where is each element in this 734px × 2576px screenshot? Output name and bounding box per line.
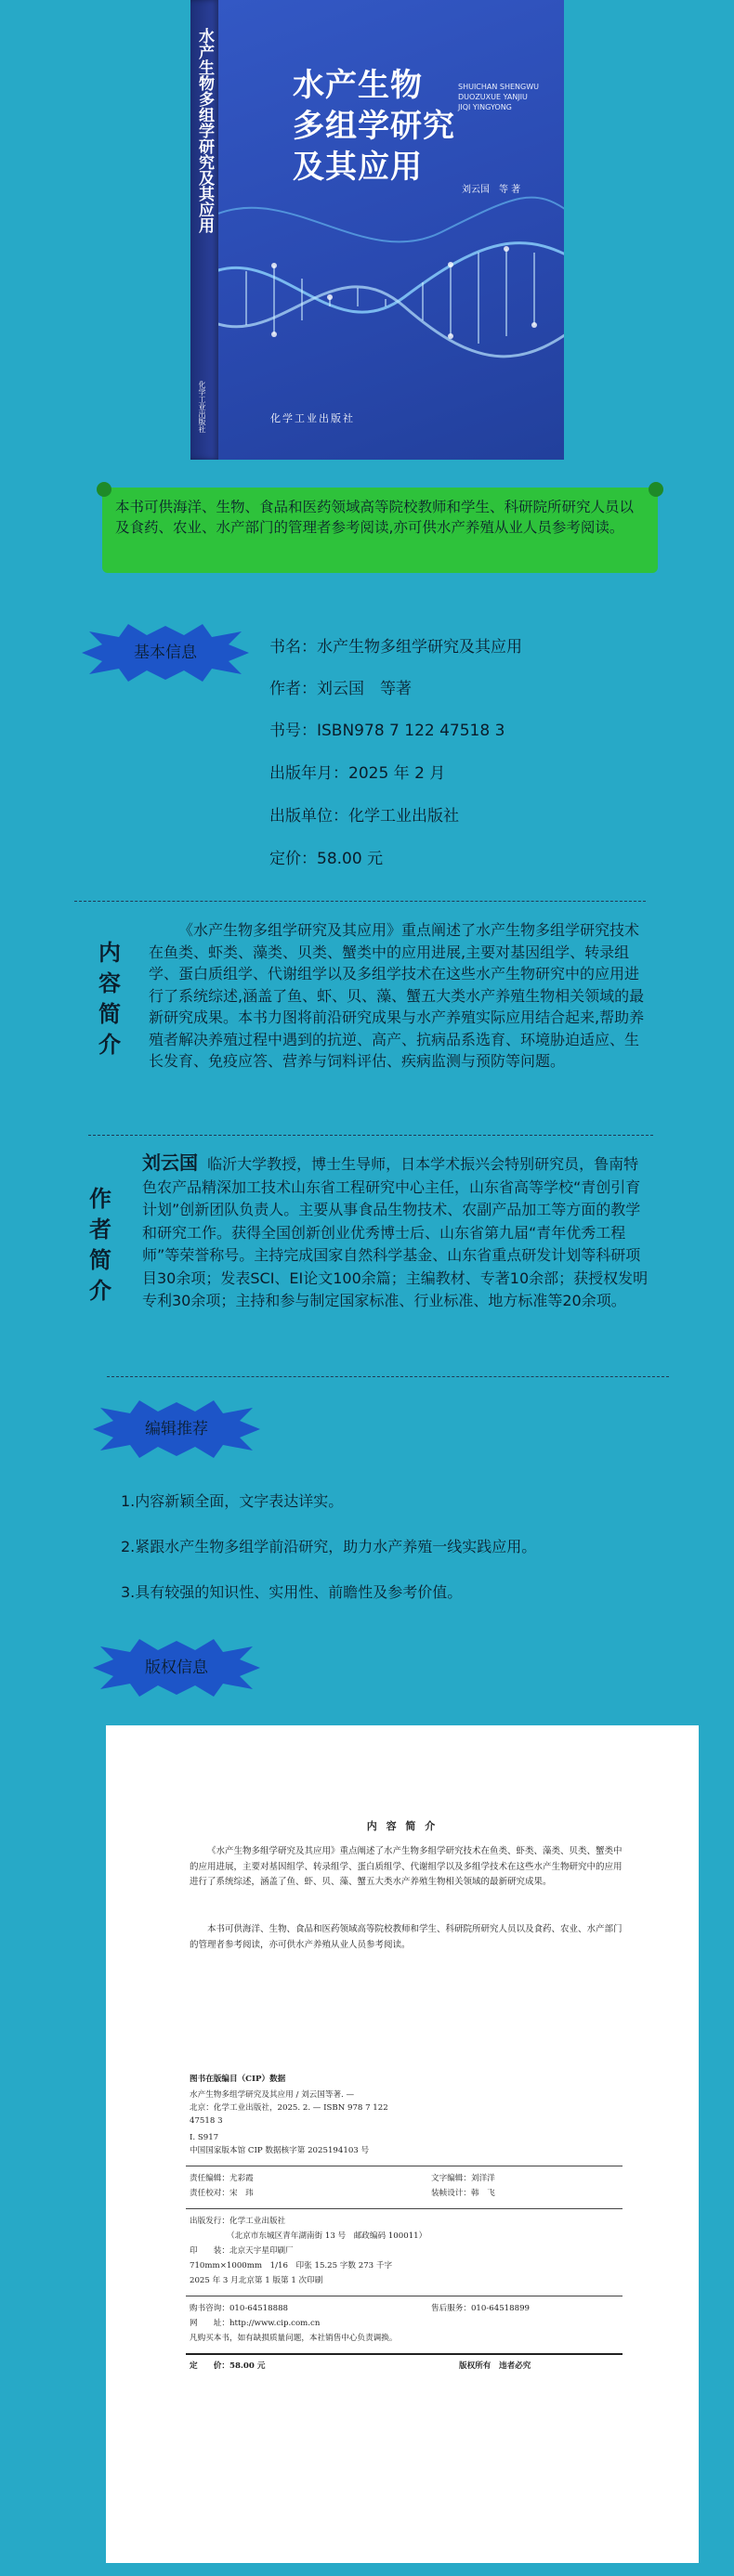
book-cover	[190, 0, 564, 460]
info-title: 书名：水产生物多组学研究及其应用	[269, 638, 522, 657]
cp-cip1: 水产生物多组学研究及其应用 / 刘云国等著. —	[190, 2090, 355, 2100]
book-front	[218, 0, 564, 460]
divider	[74, 901, 646, 902]
author-label-char: 者	[89, 1216, 111, 1242]
recommend-item: 2.紧跟水产生物多组学前沿研究，助力水产养殖一线实践应用。	[121, 1538, 537, 1555]
summary-label-char: 内	[98, 940, 121, 966]
divider	[88, 1135, 653, 1136]
cp-editor-right1: 文字编辑：刘洋洋	[431, 2174, 495, 2183]
pinyin-line2: DUOZUXUE YANJIU	[458, 93, 528, 101]
cp-para2: 本书可供海洋、生物、食品和医药领域高等院校教师和学生、科研院所研究人员以及食药、农业、水产部门的管理者参考阅读，亦可供水产养殖从业人员参考阅读。	[190, 1924, 623, 1950]
cp-rule	[186, 2208, 623, 2209]
summary-label-char: 介	[98, 1032, 121, 1058]
cover-author: 刘云国 等 著	[462, 185, 521, 195]
recommend-item: 3.具有较强的知识性、实用性、前瞻性及参考价值。	[121, 1583, 463, 1601]
author-label-char: 简	[89, 1247, 111, 1273]
spine-title: 水产生物多组学研究及其应用	[195, 28, 214, 233]
pinyin-line1: SHUICHAN SHENGWU	[458, 83, 540, 91]
cp-contact1-right: 售后服务：010-64518899	[431, 2304, 531, 2313]
author-bio-text: 临沂大学教授，博士生导师，日本学术振兴会特别研究员，鲁南特色农产品精深加工技术山东省工程研究中心主任，山东省高等学校“青创引育计划”创新团队负责人。主要从事食品生物技术、农副产品加工等方面的教学和研究工作。获得全国创新创业优秀博士后、山东省第九届“青年优秀工程师”等荣誉称号。主持完成国家自然科学基金、山东省重点研发计划等科研项目30余项；发表SCI、EI论文100余篇；主编教材、专著10余部；获授权发明专利30余项；主持和参与制定国家标准、行业标准、地方标准等20余项。	[142, 1155, 649, 1309]
cp-editor-left1: 责任编辑：尤彩霞	[190, 2174, 254, 2183]
cp-pub1: 出版发行：化学工业出版社	[190, 2217, 286, 2226]
pinyin-line3: JIQI YINGYONG	[458, 103, 512, 111]
cover-title	[293, 65, 455, 188]
cp-editor-right2: 装帧设计：韩 飞	[431, 2189, 495, 2198]
author-bio	[142, 1151, 649, 1313]
author-bio-label	[84, 1184, 117, 1307]
cp-contact3: 凡购买本书，如有缺损质量问题，本社销售中心负责调换。	[190, 2334, 398, 2343]
copyright-label	[93, 1639, 260, 1697]
recommend-label	[93, 1400, 260, 1458]
cp-pub5: 2025 年 3 月北京第 1 版第 1 次印刷	[190, 2276, 323, 2285]
cover-publisher: 化学工业出版社	[270, 412, 355, 424]
cp-cip2: 北京：化学工业出版社，2025. 2. — ISBN 978 7 122	[190, 2103, 388, 2113]
summary-text: 《水产生物多组学研究及其应用》重点阐述了水产生物多组学研究技术在鱼类、虾类、藻类、贝类、蟹类中的应用进展,主要对基因组学、转录组学、蛋白质组学、代谢组学以及多组学技术在这些水产生物研究中的应用进行了系统综述,涵盖了鱼、虾、贝、藻、蟹五大类水产养殖生物相关领域的最新研究成果。本书力图将前沿研究成果与水产养殖实际应用结合起来,帮助养殖者解决养殖过程中遇到的抗逆、高产、抗病品系选育、环境胁迫适应、生长发育、免疫应答、营养与饲料评估、疾病监测与预防等问题。	[149, 921, 645, 1070]
cp-cip4: Ⅰ. S917	[190, 2133, 219, 2142]
cp-rights: 版权所有 违者必究	[459, 2361, 531, 2371]
divider	[107, 1376, 669, 1377]
author-label-char: 作	[89, 1186, 111, 1212]
author-label-char: 介	[89, 1278, 111, 1304]
author-name: 刘云国	[142, 1151, 198, 1174]
cp-contact1-left: 购书咨询：010-64518888	[190, 2304, 289, 2313]
cp-editor-left2: 责任校对：宋 玮	[190, 2189, 254, 2198]
recommend-label-text: 编辑推荐	[145, 1420, 208, 1438]
cover-title-line3: 及其应用	[293, 149, 423, 186]
summary-label	[93, 938, 126, 1060]
basic-info-label	[82, 624, 249, 682]
cp-pub4: 710mm×1000mm 1/16 印张 15.25 字数 273 千字	[190, 2261, 393, 2270]
cp-para1: 《水产生物多组学研究及其应用》重点阐述了水产生物多组学研究技术在鱼类、虾类、藻类、贝类、蟹类中的应用进展，主要对基因组学、转录组学、蛋白质组学、代谢组学以及多组学技术在这些水产生物研究中的应用进行了系统综述，涵盖了鱼、虾、贝、藻、蟹五大类水产养殖生物相关领域的最新研究成果。	[190, 1846, 623, 1887]
reader-note	[102, 488, 658, 573]
cp-rule	[186, 2353, 623, 2355]
cp-cip5: 中国国家版本馆 CIP 数据核字第 2025194103 号	[190, 2146, 370, 2155]
pin-icon	[649, 482, 663, 497]
cover-title-line1: 水产生物	[293, 67, 423, 104]
spine-publisher: 化学工业出版社	[198, 381, 206, 433]
pin-icon	[97, 482, 111, 497]
basic-info-text: 基本信息	[134, 644, 197, 662]
info-date: 出版年月：2025 年 2 月	[269, 764, 446, 783]
cp-heading: 内 容 简 介	[366, 1820, 439, 1832]
cp-contact2: 网 址：http://www.cip.com.cn	[190, 2319, 321, 2328]
recommend-item: 1.内容新颖全面，文字表达详实。	[121, 1492, 344, 1510]
cover-title-line2: 多组学研究	[293, 108, 455, 145]
book-spine	[190, 0, 218, 460]
cp-cip3: 47518 3	[190, 2116, 223, 2126]
info-author: 作者：刘云国 等著	[269, 680, 412, 698]
summary-label-char: 容	[98, 970, 121, 996]
reader-note-text: 本书可供海洋、生物、食品和医药领域高等院校教师和学生、科研院所研究人员以及食药、农业、水产部门的管理者参考阅读,亦可供水产养殖从业人员参考阅读。	[115, 499, 635, 536]
cover-pinyin	[458, 82, 539, 112]
cp-pub3: 印 装：北京天宇星印刷厂	[190, 2246, 294, 2256]
info-isbn: 书号：ISBN978 7 122 47518 3	[269, 722, 505, 740]
info-publisher: 出版单位：化学工业出版社	[269, 807, 459, 826]
info-price: 定价：58.00 元	[269, 850, 384, 868]
copyright-label-text: 版权信息	[145, 1659, 208, 1677]
cp-cip-title: 图书在版编目（CIP）数据	[190, 2075, 286, 2084]
summary-label-char: 简	[98, 1001, 121, 1027]
copyright-page	[106, 1725, 699, 2563]
cp-price: 定 价：58.00 元	[190, 2361, 266, 2371]
cp-pub2: （北京市东城区青年湖南街 13 号 邮政编码 100011）	[227, 2231, 427, 2241]
